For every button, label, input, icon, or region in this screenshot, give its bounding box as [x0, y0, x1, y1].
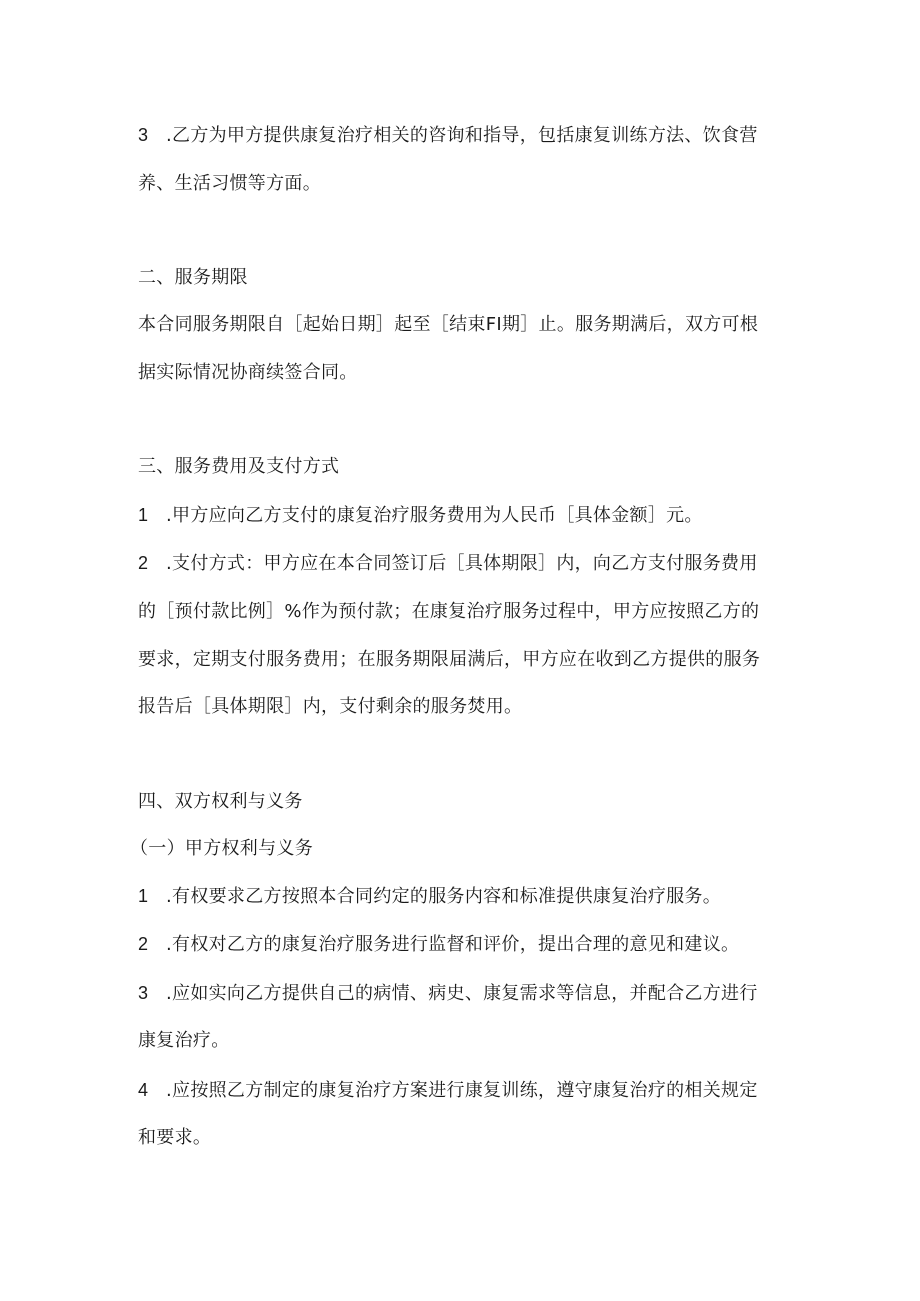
term-line-2	[138, 361, 788, 385]
term-line-1	[138, 313, 788, 337]
clause-text: 报告后［具体期限］内，支付剩余的服务焚用。	[138, 696, 523, 717]
fees-clause-1	[138, 503, 788, 528]
section-heading-fees	[138, 455, 788, 479]
clause-text: .应按照乙方制定的康复治疗方案进行康复训练，遵守康复治疗的相关规定	[166, 1080, 758, 1101]
clause-text: .有权对乙方的康复治疗服务进行监督和评价，提出合理的意见和建议。	[166, 934, 740, 955]
clause-text: .应如实向乙方提供自己的病情、病史、康复需求等信息，并配合乙方进行	[166, 983, 758, 1004]
fees-clause-2-line-2	[138, 600, 788, 624]
section-heading: 三、服务费用及支付方式	[138, 456, 340, 477]
clause-text: 康复治疗。	[138, 1030, 230, 1051]
clause-text: 要求，定期支付服务费用；在服务期限届满后，甲方应在收到乙方提供的服务	[138, 649, 761, 670]
clause-3-line-2	[138, 172, 788, 196]
clause-3-line-1	[138, 123, 788, 148]
subsection-heading-party-a	[130, 837, 780, 861]
section-heading: 四、双方权利与义务	[138, 791, 303, 812]
section-heading-term	[138, 266, 788, 290]
rights-clause-4-line-2	[138, 1126, 788, 1150]
paragraph-text: 本合同服务期限自［起始日期］起至［结束FI期］止。服务期满后，双方可根	[138, 314, 759, 335]
clause-number: 3	[138, 125, 149, 145]
clause-number: 1	[138, 505, 149, 525]
subsection-heading: （一）甲方权利与义务	[130, 838, 313, 859]
fees-clause-2-line-4	[138, 695, 788, 719]
clause-number: 2	[138, 934, 149, 954]
rights-clause-4-line-1	[138, 1078, 788, 1103]
clause-number: 3	[138, 983, 149, 1003]
rights-clause-2	[138, 932, 788, 957]
clause-text: .甲方应向乙方支付的康复治疗服务费用为人民币［具体金额］元。	[166, 505, 703, 526]
fees-clause-2-line-3	[138, 648, 788, 672]
clause-text: 和要求。	[138, 1127, 212, 1148]
clause-text: .支付方式：甲方应在本合同签订后［具体期限］内，向乙方支付服务费用	[166, 553, 758, 574]
clause-number: 2	[138, 553, 149, 573]
clause-text: .有权要求乙方按照本合同约定的服务内容和标准提供康复治疗服务。	[166, 886, 722, 907]
clause-text: 养、生活习惯等方面。	[138, 173, 321, 194]
section-heading: 二、服务期限	[138, 267, 248, 288]
rights-clause-1	[138, 884, 788, 909]
rights-clause-3-line-2	[138, 1029, 788, 1053]
fees-clause-2-line-1	[138, 551, 788, 576]
rights-clause-3-line-1	[138, 981, 788, 1006]
clause-text: 的［预付款比例］%作为预付款；在康复治疗服务过程中，甲方应按照乙方的	[138, 601, 760, 622]
clause-number: 4	[138, 1080, 149, 1100]
paragraph-text: 据实际情况协商续签合同。	[138, 362, 358, 383]
clause-number: 1	[138, 886, 149, 906]
section-heading-rights	[138, 790, 788, 814]
clause-text: .乙方为甲方提供康复治疗相关的咨询和指导，包括康复训练方法、饮食营	[166, 125, 758, 146]
